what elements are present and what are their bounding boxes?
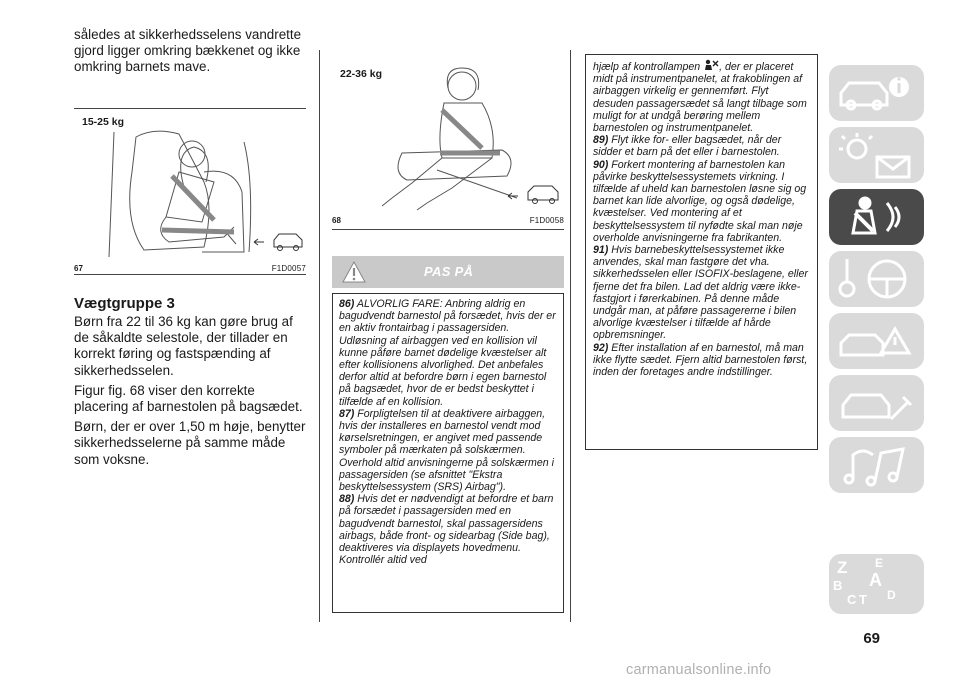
index-letters-icon [829,554,924,614]
warning-light-mail-icon [829,127,924,183]
note-87-number: 87) [339,407,355,420]
intro-paragraph: således at sikkerhedsselens vandrette gjord ligger omkring bækkenet og ikke omkring barnets mave. [74,27,302,75]
tab-warning-lights[interactable] [829,127,924,183]
index-letter-a: A [869,570,882,590]
note-87-text: Forpligtelsen til at deaktivere airbaggen, hvis der installeres en barnestol vendt mod kørselsretningen, er angivet med passende symboler på mærkaten på solskærmen. Overhold altid anvisningerne på solskærmen i passagersiden (se afsnittet "Ekstra beskyttelsessystem (SRS) Airbag"). [339,407,554,494]
tab-starting-driving[interactable] [829,251,924,307]
warning-box-continued [585,54,818,450]
warning-triangle-car-icon [829,313,924,369]
continuation-text [593,59,811,134]
continuation-pre: hjælp af kontrollampen [593,61,701,73]
note-92 [593,342,811,379]
figure-68 [332,58,564,230]
warning-box [332,293,564,613]
column-divider-2 [570,50,571,622]
figure-68-car-pictogram [508,186,558,204]
note-90 [593,159,811,244]
weight-group-heading: Vægtgruppe 3 [74,295,175,312]
page-number: 69 [863,630,880,647]
tab-multimedia[interactable] [829,437,924,493]
tab-maintenance[interactable] [829,375,924,431]
warning-title: PAS PÅ [424,264,474,279]
seatbelt-airbag-icon [829,189,924,245]
note-91 [593,244,811,342]
figure-67-bottom-rule [74,274,306,275]
figure-67-top-rule [74,108,306,109]
media-music-icon [829,437,924,493]
index-letter-c: C [847,592,857,607]
note-92-text: Efter installation af en barnestol, må man ikke flytte sædet. Fjern altid barnestolen først, inden der foretages andre indstillinger. [593,341,808,379]
note-92-number: 92) [593,341,609,354]
note-88-text: Hvis det er nødvendigt at befordre et barn på forsædet i passagersiden med en bagudvendt barnestol, skal passagersidens airbags, både front- og sidearbag (Side bag), deaktiveres via displayets hovedmenu. Kontrollér altid ved [339,493,554,567]
figure-68-code: F1D0058 [529,216,564,225]
note-86-number: 86) [339,298,355,310]
tab-car-info[interactable] [829,65,924,121]
figure-67 [74,112,306,278]
watermark[interactable]: carmanualsonline.info [626,662,772,678]
figure-67-car-pictogram [254,234,302,251]
warning-header [332,256,564,288]
car-info-icon [829,65,924,121]
key-steering-wheel-icon [829,251,924,307]
figure-68-number: 68 [332,216,341,225]
figure-67-code: F1D0057 [271,264,306,273]
note-89-text: Flyt ikke for- eller bagsædet, når der sidder et barn på det eller i barnestolen. [593,134,782,159]
continuation-post: , der er placeret midt på instrumentpanelet, at frakoblingen af airbaggen virkelig er gennemført. Flyt desuden passagersædet så langt tilbage som muligt for at undgå berøring mellem barnestolen og instrumentpanelet. [593,61,807,135]
child-booster-seat-illustration [74,112,306,262]
note-88 [339,493,557,566]
airbag-off-warning-light-icon [703,59,719,72]
index-letter-z: Z [837,558,848,577]
index-letter-d: D [887,588,896,602]
paragraph-1: Børn fra 22 til 36 kg kan gøre brug af de såkaldte selestole, der tillader en korrekt føring og fastspænding af sikkerhedsselen. [74,314,293,378]
child-seated-illustration [332,58,564,216]
service-wrench-icon [829,375,924,431]
index-letter-b: B [833,578,843,593]
note-90-number: 90) [593,158,609,171]
figure-68-weight-label: 22-36 kg [340,68,383,80]
index-letter-e: E [875,556,884,570]
note-87 [339,408,557,493]
note-90-text: Forkert montering af barnestolen kan påvirke beskyttelsessystemets virkning. I tilfælde af uheld kan barnestolen løsne sig og barnet kan lide alvorlige, og også dødelige, kvæstelser. Ved montering af et beskyttelsessystem til nyfødte skal man nøje overholde anvisningerne fra fabrikanten. [593,158,807,244]
paragraph-3: Børn, der er over 1,50 m høje, benytter sikkerhedsselerne på samme måde som voksne. [74,419,306,467]
left-body [74,295,309,472]
note-89 [593,134,811,158]
note-91-text: Hvis barnebeskyttelsessystemet ikke anvendes, skal man fastgøre det vha. sikkerhedsselen eller ISOFIX-beslagene, eller fjerne det fra bilen. Lad det aldrig være ikke-fastgjort i førerkabinen. På denne måde undgår man, at påføre passagererne i bilen alvorlige kvæstelser i tilfælde af hårde opbremsninger. [593,244,808,342]
column-divider-1 [319,50,320,622]
note-86 [339,298,557,408]
paragraph-2: Figur fig. 68 viser den korrekte placering af barnestolen på bagsædet. [74,382,303,415]
note-89-number: 89) [593,134,609,147]
index-letter-t: T [859,592,867,607]
tab-safety[interactable] [829,189,924,245]
figure-67-weight-label: 15-25 kg [82,116,125,128]
tab-index[interactable] [829,554,924,614]
warning-triangle-icon [342,261,366,283]
figure-67-number: 67 [74,264,83,273]
note-88-number: 88) [339,493,355,506]
note-86-text: ALVORLIG FARE: Anbring aldrig en bagudvendt barnestol på forsædet, hvis der er en aktiv frontairbag i passagersiden. Udløsning af airbaggen ved en kollision vil kunne påføre barnet dødelige kvæstelser alt efter kollisionens alvorlighed. Det anbefales derfor altid at befordre børn i egen barnestol på bagsædet, hvor de er bedst beskyttet i tilfælde af en kollision. [339,298,556,408]
note-91-number: 91) [593,244,609,257]
tab-emergency[interactable] [829,313,924,369]
left-column [74,27,309,80]
figure-68-bottom-rule [332,229,564,230]
